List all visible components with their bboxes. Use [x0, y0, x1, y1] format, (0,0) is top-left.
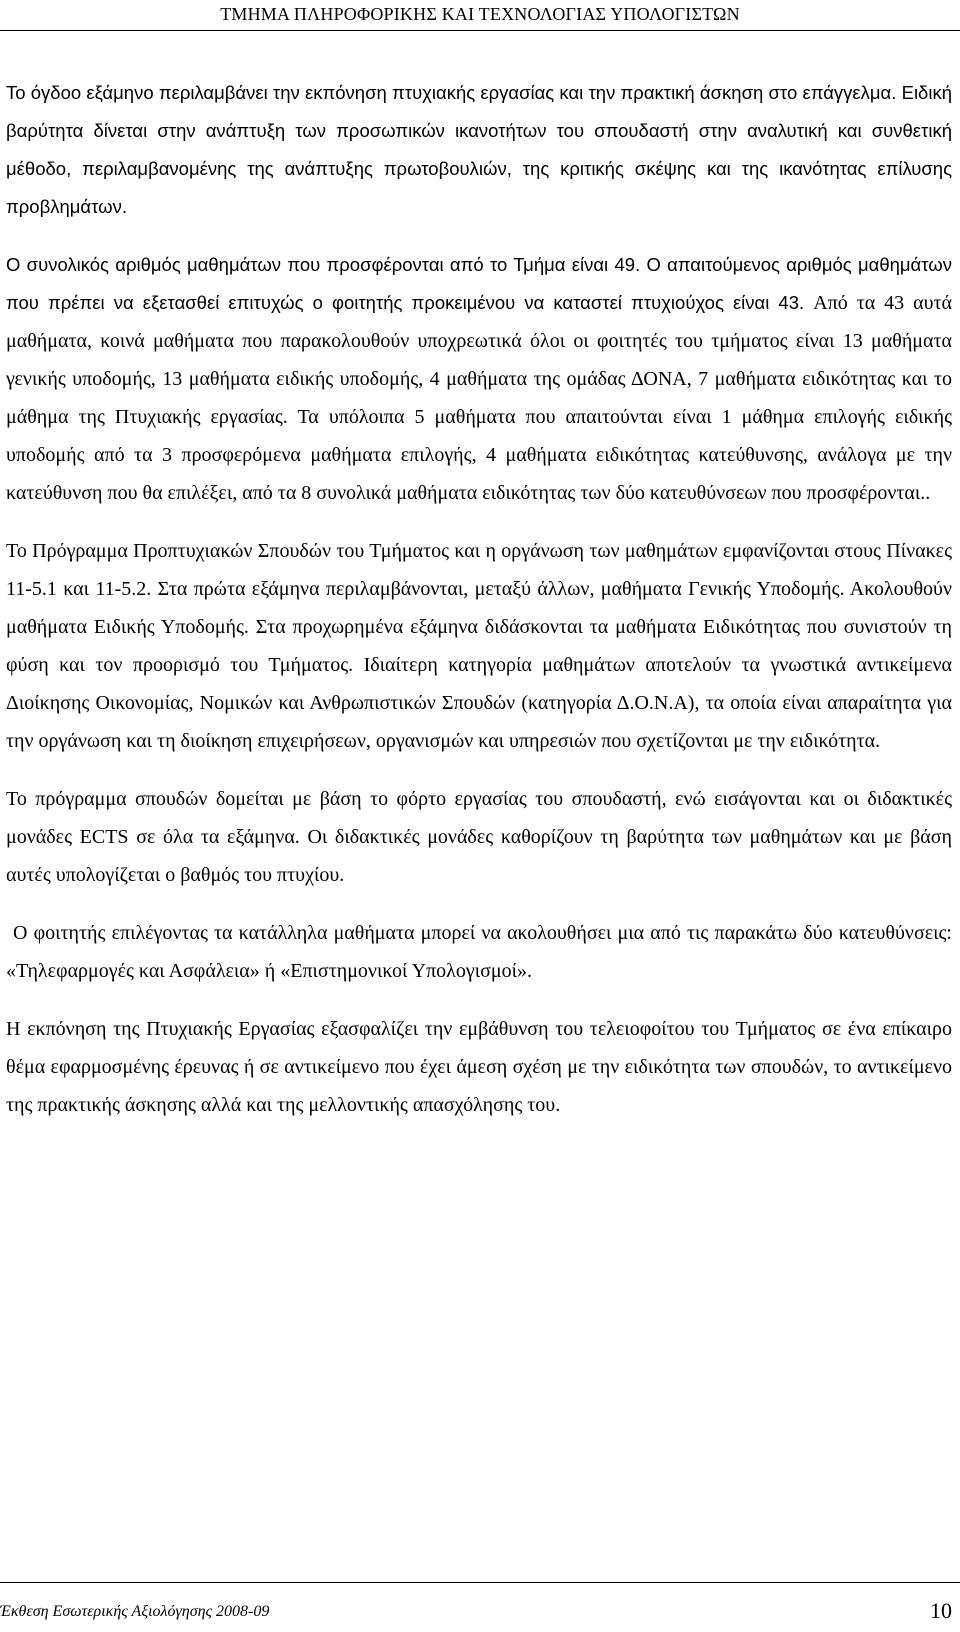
paragraph-specializations: Ο φοιτητής επιλέγοντας τα κατάλληλα μαθήματα μπορεί να ακολουθήσει μια από τις παρακάτω δύο κατευθύνσεις: «Τηλεφαρμογές και Ασφάλεια» ή «Επιστημονικοί Υπολογισμοί». [6, 922, 952, 982]
paragraph-thesis: Η εκπόνηση της Πτυχιακής Εργασίας εξασφαλίζει την εμβάθυνση του τελειοφοίτου του Τμήματος σε ένα επίκαιρο θέμα εφαρμοσμένης έρευνας ή σε αντικείμενο που έχει άμεση σχέση με την ειδικότητα των σπουδών, το αντικείμενο της πρακτικής άσκησης αλλά και της μελλοντικής απασχόλησης του. [6, 1018, 952, 1116]
paragraph-course-count-sans: Ο συνολικός αριθμός μαθημάτων που προσφέρονται από το Τμήμα είναι 49. Ο απαιτούμενος αριθμός μαθημάτων που πρέπει να εξετασθεί επιτυχώς ο φοιτητής προκειμένου να καταστεί πτυχιούχος είναι 43. [6, 254, 952, 313]
paragraph-course-count-serif: Από τα 43 αυτά μαθήματα, κοινά μαθήματα που παρακολουθούν υποχρεωτικά όλοι οι φοιτητές του τμήματος είναι 13 μαθήματα γενικής υποδομής, 13 μαθήματα ειδικής υποδομής, 4 μαθήματα της ομάδας ΔΟΝΑ, 7 μαθήματα ειδικότητας και το μάθημα της Πτυχιακής εργασίας. Τα υπόλοιπα 5 μαθήματα που απαιτούνται είναι 1 μάθημα επιλογής ειδικής υποδομής από τα 3 προσφερόμενα μαθήματα επιλογής, 4 μαθήματα ειδικότητας κατεύθυνσης, ανάλογα με την κατεύθυνση που θα επιλέξει, από τα 8 συνολικά μαθήματα ειδικότητας των δύο κατευθύνσεων που προσφέρονται.. [6, 292, 953, 504]
header-divider [0, 30, 960, 31]
paragraph-curriculum: Το Πρόγραμμα Προπτυχιακών Σπουδών του Τμήματος και η οργάνωση των μαθημάτων εμφανίζονται στους Πίνακες 11-5.1 και 11-5.2. Στα πρώτα εξάμηνα περιλαμβάνονται, μεταξύ άλλων, μαθήματα Γενικής Υποδομής. Ακολουθούν μαθήματα Ειδικής Υποδομής. Στα προχωρημένα εξάμηνα διδάσκονται τα μαθήματα Ειδικότητας που συνιστούν τη φύση και τον προορισμό του Τμήματος. Ιδιαίτερη κατηγορία μαθημάτων αποτελούν τα γνωστικά αντικείμενα Διοίκησης Οικονομίας, Νομικών και Ανθρωπιστικών Σπουδών (κατηγορία Δ.Ο.Ν.Α), τα οποία είναι απαραίτητα για την οργάνωση και τη διοίκηση επιχειρήσεων, οργανισμών και υπηρεσιών που σχετίζονται με την ειδικότητα. [6, 540, 952, 752]
paragraph-course-count [6, 246, 952, 512]
paragraph-ects: Το πρόγραμμα σπουδών δομείται με βάση το φόρτο εργασίας του σπουδαστή, ενώ εισάγονται και οι διδακτικές μονάδες ECTS σε όλα τα εξάμηνα. Οι διδακτικές μονάδες καθορίζουν τη βαρύτητα των μαθημάτων και με βάση αυτές υπολογίζεται ο βαθμός του πτυχίου. [6, 788, 952, 886]
footer-divider [0, 1582, 960, 1583]
page-number: 10 [930, 1598, 952, 1623]
paragraph-eighth-semester: Το όγδοο εξάμηνο περιλαμβάνει την εκπόνηση πτυχιακής εργασίας και την πρακτική άσκηση στο επάγγελμα. Ειδική βαρύτητα δίνεται στην ανάπτυξη των προσωπικών ικανοτήτων του σπουδαστή στην αναλυτική και συνθετική μέθοδο, περιλαμβανομένης της ανάπτυξης πρωτοβουλιών, της κριτικής σκέψης και της ικανότητας επίλυσης προβλημάτων. [6, 82, 952, 217]
page-header: ΤΜΗΜΑ ΠΛΗΡΟΦΟΡΙΚΗΣ ΚΑΙ ΤΕΧΝΟΛΟΓΙΑΣ ΥΠΟΛΟΓΙΣΤΩΝ [220, 4, 740, 24]
footer-title: Έκθεση Εσωτερικής Αξιολόγησης 2008-09 [0, 1603, 270, 1620]
document-body [6, 74, 952, 1124]
